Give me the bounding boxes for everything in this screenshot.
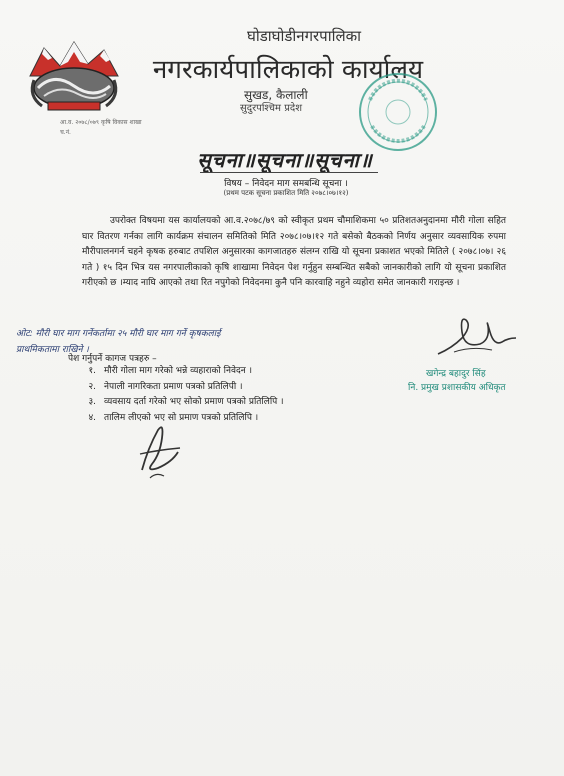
office-province: सुदुरपश्चिम प्रदेश [240, 103, 302, 114]
list-item-text: नेपाली नागरिकता प्रमाण पत्रको प्रतिलिपी । [104, 381, 243, 392]
fiscal-year-ref: आ.व. २०७८/०७९ कृषि विकास शाखा [60, 119, 142, 126]
official-title: नि. प्रमुख प्रशासकीय अधिकृत [408, 383, 506, 393]
list-item [72, 364, 372, 380]
title-underline [200, 172, 378, 173]
office-address: सुखड, कैलाली [244, 88, 308, 102]
handwritten-line: प्राथमिकतामा राखिने । [16, 345, 89, 355]
municipality-name: घोडाघोडीनगरपालिका [246, 27, 362, 45]
reference-block [60, 118, 142, 138]
list-item-number: ३. [88, 397, 96, 407]
office-stamp-icon [356, 70, 440, 154]
list-item [72, 380, 372, 396]
documents-list [72, 364, 372, 426]
documents-heading: पेश गर्नुपर्ने कागज पत्रहरु – [68, 354, 157, 364]
municipality-emblem-icon [24, 36, 124, 118]
notice-body: उपरोक्त विषयमा यस कार्यालयको आ.व.२०७८/७९ को स्वीकृत प्रथम चौमाशिकमा ५० प्रतिशतअनुदानमा मौरी गोला सहित घार वितरण गर्नका लागि कार्यक्रम संचालन समितिको मिति २०७८।०७।१२ गते बसेको बैठकको निर्णय अनुसार व्यवसायिक रुपमा मौरीपालनगर्न चहने कृषक हरुबाट तपशिल अनुसारका कागजातहरु संलग्न राखि यो सूचना प्रकाशत भएको मितिले ( २०७८।०७। २६ गते ) १५ दिन भित्र यस नगरपालीकाको कृषि शाखामा निवेदन पेश गर्नुहुन सम्बन्धित सबैको जानकारीको लागि यो सूचना प्रकाशित गरीएको छ ।म्याद नाघि आएको तथा रित नपुगेको निवेदनमा कुनै पनि कारवाहि नहुने व्यहोरा समेत जानकारी गराइन्छ । [82, 216, 506, 288]
list-item-text: व्यवसाय दर्ता गरेको भए सोको प्रमाण पत्रको प्रतिलिपि । [104, 397, 284, 407]
list-item-number: २. [88, 381, 96, 392]
list-item-text: मौरी गोला माग गरेको भन्ने व्यहाराको निवेदन । [104, 366, 252, 376]
chalani-number: च.नं. [60, 129, 71, 136]
list-item-number: १. [88, 366, 96, 376]
list-item [72, 395, 372, 411]
official-signature-icon [432, 308, 522, 364]
list-item [72, 411, 372, 427]
list-item-number: ४. [88, 412, 96, 423]
notice-title: सूचना॥सूचना॥सूचना॥ [197, 148, 373, 172]
official-name: खगेन्द्र बहादुर सिंह [426, 369, 486, 379]
initials-signature-icon [134, 418, 184, 482]
handwritten-line: ओट: मौरी घार माग गर्नेकर्तामा २५ मौरी घार माग गर्ने कृषकलाई [16, 329, 221, 339]
publish-date: (प्रथम पटक सूचना प्रकाशित मिति २०७८।०७।१२) [223, 189, 349, 197]
notice-subject: विषय – निवेदन माग समबन्धि सूचना । [224, 179, 348, 189]
list-item-text: तालिम लीएको भए सो प्रमाण पत्रको प्रतिलिपि । [104, 412, 259, 423]
office-title: नगरकार्यपालिकाको कार्यालय [152, 55, 424, 85]
